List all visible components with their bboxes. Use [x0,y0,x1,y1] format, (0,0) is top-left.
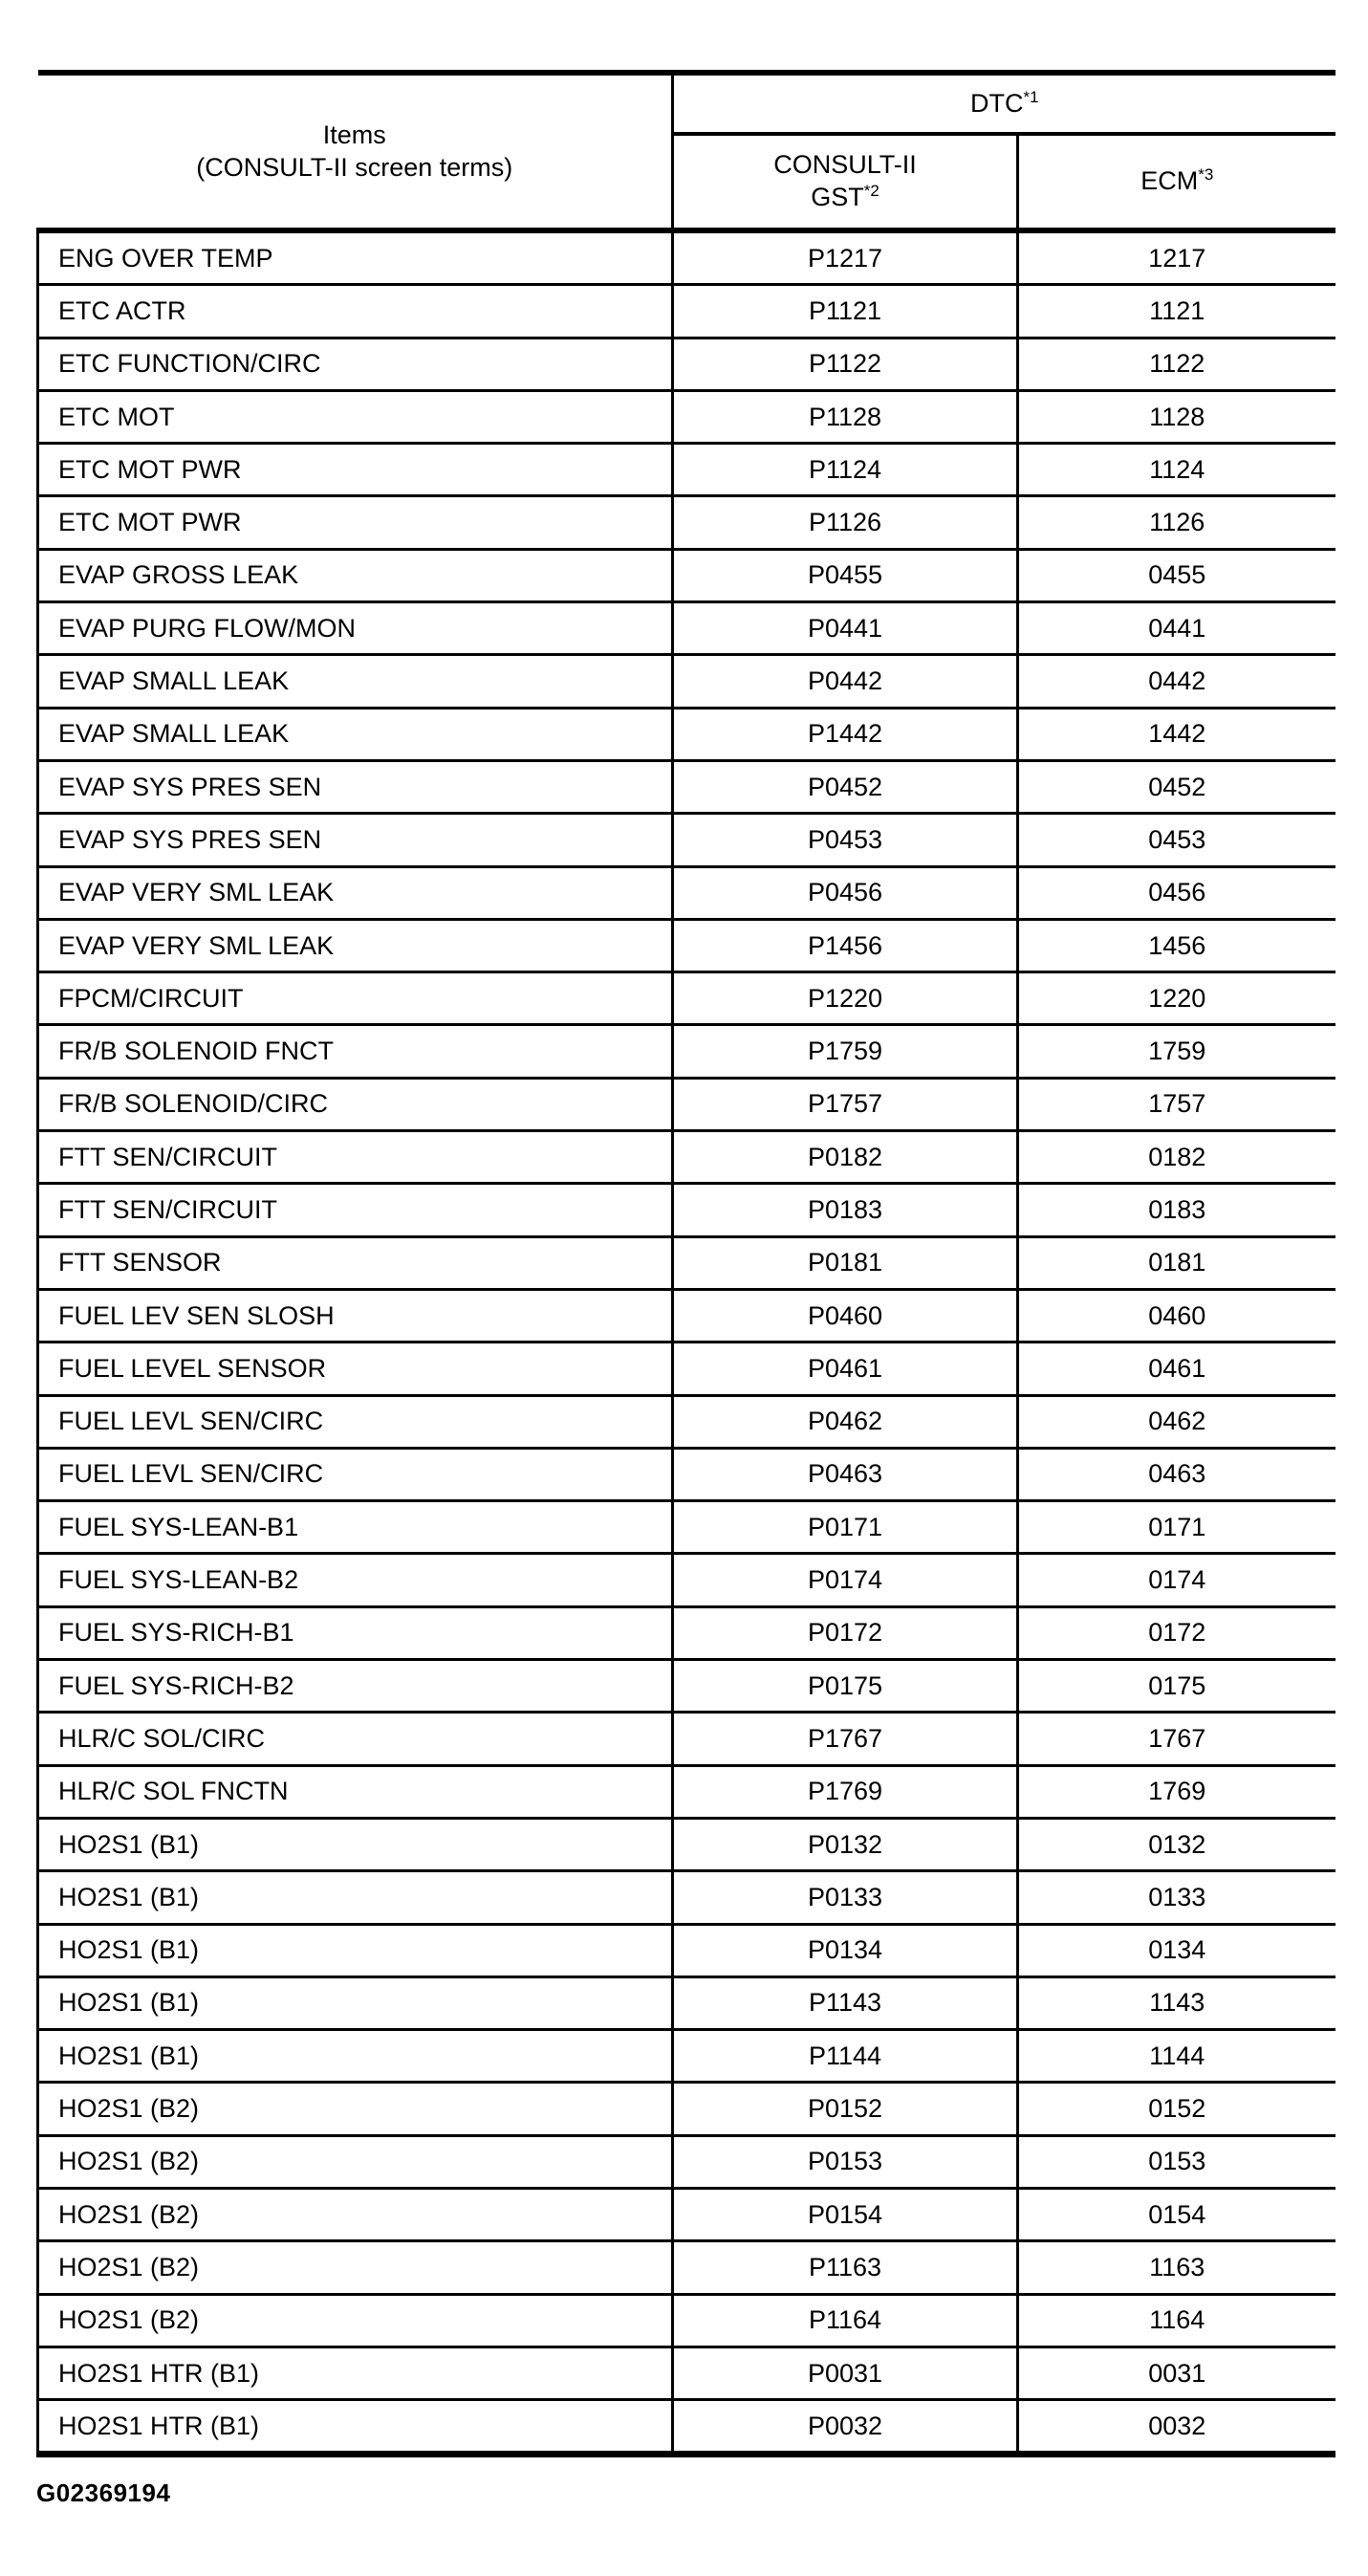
item-cell: FR/B SOLENOID/CIRC [38,1078,673,1130]
table-row [38,1184,1335,1236]
gst-code-cell: P0462 [673,1395,1018,1448]
item-cell: EVAP VERY SML LEAK [38,919,673,971]
ecm-code-cell: 1124 [1018,444,1335,496]
ecm-code-cell: 0442 [1018,655,1335,708]
ecm-code-cell: 0461 [1018,1343,1335,1395]
gst-code-cell: P0442 [673,655,1018,708]
col-header-items [38,73,673,230]
ecm-code-cell: 1456 [1018,919,1335,971]
table-row [38,285,1335,338]
gst-code-cell: P1164 [673,2294,1018,2347]
item-cell: ETC MOT PWR [38,444,673,496]
table-row [38,1606,1335,1659]
gst-code-cell: P1767 [673,1713,1018,1765]
table-row [38,2294,1335,2347]
gst-code-cell: P0152 [673,2083,1018,2135]
item-cell: HO2S1 (B1) [38,1976,673,2029]
item-cell: ETC MOT [38,390,673,443]
ecm-code-cell: 1163 [1018,2241,1335,2294]
item-cell: HO2S1 HTR (B1) [38,2400,673,2455]
table-row [38,1871,1335,1924]
gst-code-cell: P0174 [673,1554,1018,1606]
ecm-code-cell: 1217 [1018,230,1335,285]
gst-code-cell: P0175 [673,1660,1018,1713]
ecm-code-cell: 1442 [1018,708,1335,760]
col-header-dtc [673,73,1335,134]
ecm-code-cell: 1128 [1018,390,1335,443]
ecm-code-cell: 0154 [1018,2188,1335,2240]
table-row [38,1236,1335,1289]
ecm-code-cell: 0462 [1018,1395,1335,1448]
table-header [38,73,1335,230]
ecm-code-cell: 1122 [1018,338,1335,390]
item-cell: FUEL SYS-RICH-B1 [38,1606,673,1659]
item-cell: HLR/C SOL FNCTN [38,1765,673,1818]
table-row [38,2083,1335,2135]
table-row [38,760,1335,813]
item-cell: EVAP GROSS LEAK [38,549,673,601]
gst-code-cell: P1121 [673,285,1018,338]
gst-code-cell: P0134 [673,1924,1018,1976]
gst-code-cell: P0460 [673,1289,1018,1342]
ecm-code-cell: 1126 [1018,496,1335,549]
item-cell: ETC MOT PWR [38,496,673,549]
item-cell: EVAP VERY SML LEAK [38,866,673,919]
ecm-code-cell: 0172 [1018,1606,1335,1659]
item-cell: HO2S1 HTR (B1) [38,2347,673,2399]
table-row [38,708,1335,760]
table-body [38,230,1335,2455]
gst-code-cell: P0456 [673,866,1018,919]
gst-code-cell: P1124 [673,444,1018,496]
table-row [38,1976,1335,2029]
figure-code: G02369194 [36,2478,171,2507]
item-cell: EVAP SMALL LEAK [38,708,673,760]
gst-code-cell: P1769 [673,1765,1018,1818]
gst-code-cell: P1220 [673,972,1018,1025]
ecm-code-cell: 0031 [1018,2347,1335,2399]
ecm-label: ECM [1140,166,1199,196]
ecm-code-cell: 0183 [1018,1184,1335,1236]
ecm-footnote-marker: *3 [1198,165,1214,185]
table-row [38,1131,1335,1184]
item-cell: FUEL SYS-RICH-B2 [38,1660,673,1713]
table-row [38,1395,1335,1448]
table-row [38,390,1335,443]
gst-code-cell: P1143 [673,1976,1018,2029]
gst-footnote-marker: *2 [863,182,879,200]
gst-code-cell: P1126 [673,496,1018,549]
gst-code-cell: P1217 [673,230,1018,285]
gst-code-cell: P0455 [673,549,1018,601]
table-row [38,2030,1335,2083]
ecm-code-cell: 0133 [1018,1871,1335,1924]
gst-code-cell: P0032 [673,2400,1018,2455]
ecm-code-cell: 0153 [1018,2135,1335,2188]
gst-code-cell: P1163 [673,2241,1018,2294]
ecm-code-cell: 0453 [1018,814,1335,866]
table-row [38,602,1335,655]
table-row [38,1554,1335,1606]
item-cell: EVAP SYS PRES SEN [38,814,673,866]
table-row [38,444,1335,496]
ecm-code-cell: 0174 [1018,1554,1335,1606]
item-cell: HO2S1 (B2) [38,2083,673,2135]
gst-code-cell: P0181 [673,1236,1018,1289]
ecm-code-cell: 1757 [1018,1078,1335,1130]
items-header-line2: (CONSULT-II screen terms) [196,152,513,182]
table-row [38,1501,1335,1554]
table-row [38,655,1335,708]
items-header-line1: Items [322,120,386,149]
item-cell: HO2S1 (B2) [38,2135,673,2188]
item-cell: FPCM/CIRCUIT [38,972,673,1025]
dtc-index-table [36,70,1335,2457]
ecm-code-cell: 1759 [1018,1025,1335,1078]
ecm-code-cell: 0463 [1018,1448,1335,1500]
ecm-code-cell: 1144 [1018,2030,1335,2083]
table-row [38,2241,1335,2294]
ecm-code-cell: 0182 [1018,1131,1335,1184]
table-row [38,1289,1335,1342]
item-cell: FUEL LEVL SEN/CIRC [38,1448,673,1500]
table-row [38,1078,1335,1130]
table-row [38,2347,1335,2399]
ecm-code-cell: 0175 [1018,1660,1335,1713]
ecm-code-cell: 1767 [1018,1713,1335,1765]
gst-code-cell: P1122 [673,338,1018,390]
item-cell: FUEL LEVL SEN/CIRC [38,1395,673,1448]
gst-code-cell: P0171 [673,1501,1018,1554]
item-cell: FUEL SYS-LEAN-B1 [38,1501,673,1554]
table-row [38,1448,1335,1500]
gst-code-cell: P0461 [673,1343,1018,1395]
table-row [38,338,1335,390]
table-row [38,1765,1335,1818]
ecm-code-cell: 0456 [1018,866,1335,919]
item-cell: ETC ACTR [38,285,673,338]
table-row [38,866,1335,919]
gst-code-cell: P0133 [673,1871,1018,1924]
table-row [38,919,1335,971]
item-cell: FUEL LEVEL SENSOR [38,1343,673,1395]
gst-code-cell: P0153 [673,2135,1018,2188]
table-row [38,230,1335,285]
item-cell: FTT SEN/CIRCUIT [38,1184,673,1236]
ecm-code-cell: 0460 [1018,1289,1335,1342]
table-row [38,1713,1335,1765]
item-cell: FUEL LEV SEN SLOSH [38,1289,673,1342]
ecm-code-cell: 0452 [1018,760,1335,813]
table-row [38,549,1335,601]
item-cell: EVAP SYS PRES SEN [38,760,673,813]
gst-code-cell: P0441 [673,602,1018,655]
gst-code-cell: P0453 [673,814,1018,866]
dtc-label: DTC [969,88,1024,118]
consult-gst-line1 [674,149,1016,182]
item-cell: EVAP PURG FLOW/MON [38,602,673,655]
item-cell: HO2S1 (B1) [38,1924,673,1976]
ecm-code-cell: 1220 [1018,972,1335,1025]
item-cell: ETC FUNCTION/CIRC [38,338,673,390]
ecm-code-cell: 0152 [1018,2083,1335,2135]
item-cell: FTT SEN/CIRCUIT [38,1131,673,1184]
gst-code-cell: P0463 [673,1448,1018,1500]
col-header-ecm [1018,134,1335,230]
item-cell: FUEL SYS-LEAN-B2 [38,1554,673,1606]
table-row [38,972,1335,1025]
gst-code-cell: P1128 [673,390,1018,443]
table-row [38,2135,1335,2188]
item-cell: ENG OVER TEMP [38,230,673,285]
ecm-code-cell: 1121 [1018,285,1335,338]
item-cell: EVAP SMALL LEAK [38,655,673,708]
header-row-top [38,73,1335,134]
gst-code-cell: P0154 [673,2188,1018,2240]
gst-code-cell: P1757 [673,1078,1018,1130]
table-row [38,2400,1335,2455]
ecm-code-cell: 0132 [1018,1818,1335,1870]
gst-label: GST [811,183,864,211]
item-cell: HO2S1 (B2) [38,2294,673,2347]
gst-code-cell: P0172 [673,1606,1018,1659]
table-row [38,496,1335,549]
table-row [38,2188,1335,2240]
ecm-code-cell: 1164 [1018,2294,1335,2347]
table-row [38,1025,1335,1078]
table-row [38,814,1335,866]
gst-code-cell: P0132 [673,1818,1018,1870]
consult-label: CONSULT-II [773,150,917,180]
col-header-consult-gst [673,134,1018,230]
table-row [38,1343,1335,1395]
ecm-code-cell: 0181 [1018,1236,1335,1289]
ecm-code-cell: 0134 [1018,1924,1335,1976]
item-cell: HO2S1 (B1) [38,1871,673,1924]
gst-code-cell: P1144 [673,2030,1018,2083]
gst-code-cell: P0031 [673,2347,1018,2399]
item-cell: FTT SENSOR [38,1236,673,1289]
item-cell: HO2S1 (B2) [38,2241,673,2294]
ecm-code-cell: 1143 [1018,1976,1335,2029]
table-row [38,1660,1335,1713]
gst-code-cell: P0452 [673,760,1018,813]
item-cell: HO2S1 (B2) [38,2188,673,2240]
ecm-code-cell: 0455 [1018,549,1335,601]
consult-gst-line2 [674,182,1016,214]
item-cell: HO2S1 (B1) [38,1818,673,1870]
gst-code-cell: P1442 [673,708,1018,760]
gst-code-cell: P1456 [673,919,1018,971]
ecm-code-cell: 0032 [1018,2400,1335,2455]
table-row [38,1924,1335,1976]
ecm-code-cell: 0171 [1018,1501,1335,1554]
item-cell: HLR/C SOL/CIRC [38,1713,673,1765]
gst-code-cell: P0182 [673,1131,1018,1184]
gst-code-cell: P0183 [673,1184,1018,1236]
dtc-footnote-marker: *1 [1023,87,1039,106]
table-row [38,1818,1335,1870]
ecm-code-cell: 0441 [1018,602,1335,655]
item-cell: HO2S1 (B1) [38,2030,673,2083]
gst-code-cell: P1759 [673,1025,1018,1078]
ecm-code-cell: 1769 [1018,1765,1335,1818]
item-cell: FR/B SOLENOID FNCT [38,1025,673,1078]
